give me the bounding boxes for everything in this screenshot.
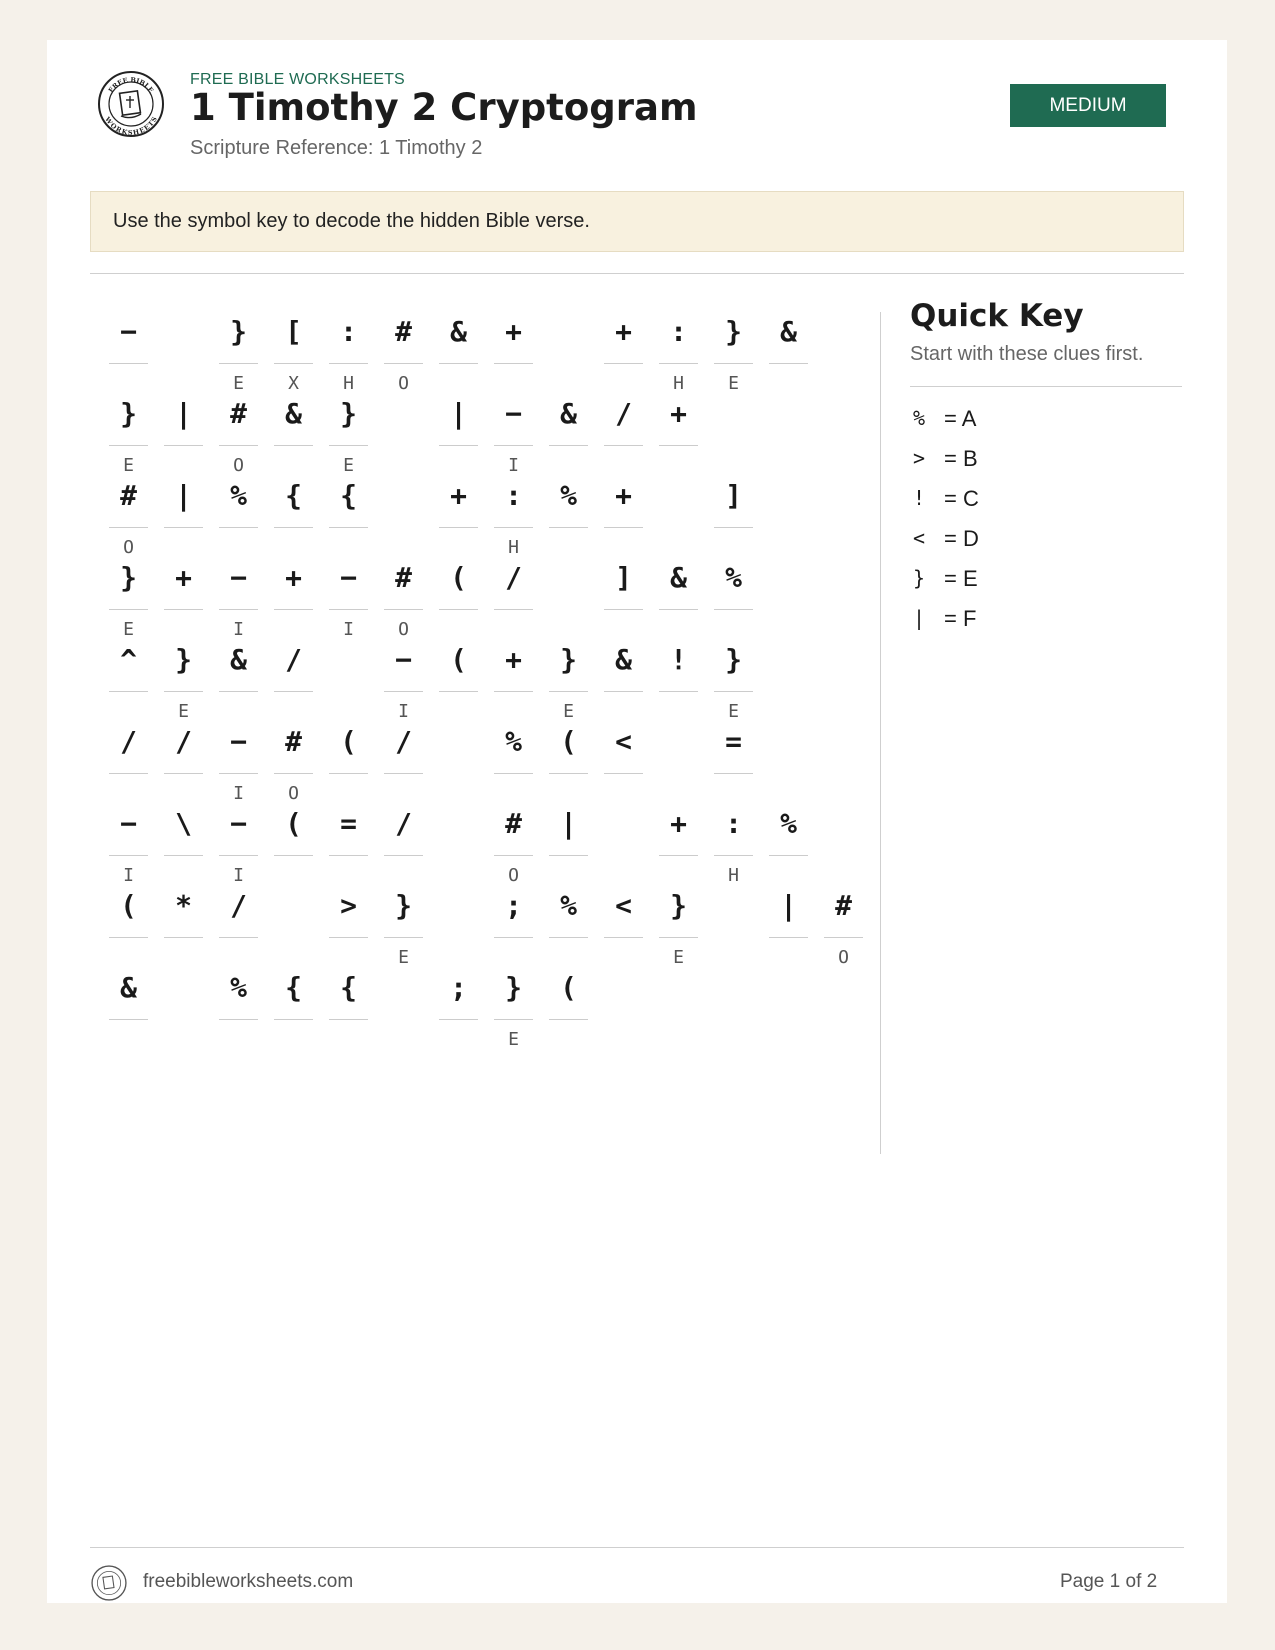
cipher-symbol: − (395, 643, 412, 676)
answer-line[interactable] (659, 691, 698, 692)
answer-line[interactable] (109, 1019, 148, 1020)
bible-logo-icon (91, 1565, 127, 1601)
cipher-symbol: # (835, 889, 852, 922)
cipher-symbol: + (615, 479, 632, 512)
answer-line[interactable] (439, 1019, 478, 1020)
cipher-symbol: \ (175, 807, 192, 840)
answer-line[interactable] (329, 445, 368, 446)
answer-line[interactable] (769, 937, 808, 938)
cipher-symbol: } (670, 889, 687, 922)
answer-line[interactable] (549, 1019, 588, 1020)
answer-line[interactable] (714, 363, 753, 364)
cipher-symbol: − (340, 561, 357, 594)
cipher-symbol: & (615, 643, 632, 676)
key-letter: = C (944, 486, 979, 511)
hint-letter: E (123, 455, 134, 476)
cipher-symbol: } (340, 397, 357, 430)
answer-line[interactable] (549, 937, 588, 938)
hint-letter: I (343, 619, 354, 640)
cipher-symbol: ( (450, 643, 467, 676)
cipher-symbol: & (285, 397, 302, 430)
key-symbol: ! (912, 486, 926, 510)
cipher-symbol: ^ (120, 643, 137, 676)
cipher-symbol: : (505, 479, 522, 512)
answer-line[interactable] (604, 773, 643, 774)
answer-line[interactable] (439, 527, 478, 528)
key-item (910, 522, 1170, 562)
answer-line[interactable] (549, 445, 588, 446)
answer-line[interactable] (384, 609, 423, 610)
cipher-symbol: + (505, 315, 522, 348)
hint-letter: H (728, 865, 739, 886)
divider (910, 386, 1182, 387)
cipher-symbol: + (615, 315, 632, 348)
answer-line[interactable] (769, 855, 808, 856)
cipher-symbol: % (505, 725, 522, 758)
answer-line[interactable] (604, 609, 643, 610)
instructions-text: Use the symbol key to decode the hidden Bible verse. (113, 210, 590, 232)
worksheet-page (47, 40, 1227, 1603)
key-item (910, 442, 1170, 482)
cipher-symbol: + (175, 561, 192, 594)
answer-line[interactable] (439, 363, 478, 364)
cipher-symbol: − (505, 397, 522, 430)
hint-letter: E (508, 1029, 519, 1050)
cipher-symbol: # (120, 479, 137, 512)
cipher-symbol: ! (670, 643, 687, 676)
answer-line[interactable] (329, 527, 368, 528)
cipher-symbol: | (560, 807, 577, 840)
answer-line[interactable] (439, 691, 478, 692)
answer-line[interactable] (219, 445, 258, 446)
answer-line[interactable] (439, 445, 478, 446)
cipher-symbol: % (560, 889, 577, 922)
answer-line[interactable] (219, 527, 258, 528)
answer-line[interactable] (494, 691, 533, 692)
hint-letter: H (673, 373, 684, 394)
cipher-symbol: % (780, 807, 797, 840)
cipher-symbol: & (120, 971, 137, 1004)
cipher-cell (714, 799, 753, 899)
answer-line[interactable] (164, 527, 203, 528)
cryptogram-grid (47, 40, 867, 1240)
cipher-cell (274, 963, 313, 1063)
logo-bottom-text: WORKSHEETS (103, 115, 159, 137)
cipher-symbol: | (450, 397, 467, 430)
cipher-symbol: } (725, 643, 742, 676)
cipher-cell (384, 307, 423, 407)
footer-site: freebibleworksheets.com (143, 1571, 354, 1592)
answer-line[interactable] (549, 691, 588, 692)
hint-letter: E (343, 455, 354, 476)
cipher-symbol: { (340, 479, 357, 512)
answer-line[interactable] (329, 1019, 368, 1020)
cipher-symbol: } (560, 643, 577, 676)
cipher-symbol: / (395, 807, 412, 840)
cipher-symbol: + (450, 479, 467, 512)
answer-line[interactable] (714, 527, 753, 528)
cipher-symbol: ( (120, 889, 137, 922)
answer-line[interactable] (274, 363, 313, 364)
key-letter: = A (944, 406, 977, 431)
answer-line[interactable] (109, 855, 148, 856)
cipher-symbol: − (120, 315, 137, 348)
key-letter: = E (944, 566, 978, 591)
hint-letter: O (123, 537, 134, 558)
answer-line[interactable] (329, 363, 368, 364)
answer-line[interactable] (109, 773, 148, 774)
cipher-symbol: & (780, 315, 797, 348)
cipher-cell (109, 963, 148, 1063)
answer-line[interactable] (109, 691, 148, 692)
answer-line[interactable] (219, 691, 258, 692)
cipher-symbol: / (615, 397, 632, 430)
answer-line[interactable] (109, 609, 148, 610)
hint-letter: X (288, 373, 299, 394)
difficulty-badge: MEDIUM (1010, 84, 1166, 127)
answer-line[interactable] (659, 855, 698, 856)
answer-line[interactable] (714, 773, 753, 774)
answer-line[interactable] (329, 773, 368, 774)
answer-line[interactable] (164, 855, 203, 856)
cipher-symbol: / (395, 725, 412, 758)
cipher-symbol: } (725, 315, 742, 348)
cipher-symbol: + (505, 643, 522, 676)
answer-line[interactable] (164, 691, 203, 692)
answer-line[interactable] (384, 855, 423, 856)
cipher-cell (659, 881, 698, 981)
answer-line[interactable] (604, 691, 643, 692)
cipher-cell (659, 389, 698, 489)
hint-letter: E (123, 619, 134, 640)
cipher-symbol: ] (725, 479, 742, 512)
answer-line[interactable] (219, 773, 258, 774)
cipher-symbol: ( (340, 725, 357, 758)
cipher-symbol: * (175, 889, 192, 922)
answer-line[interactable] (659, 937, 698, 938)
cipher-symbol: > (340, 889, 357, 922)
cipher-symbol: ( (285, 807, 302, 840)
answer-line[interactable] (604, 363, 643, 364)
cipher-cell (439, 635, 478, 735)
answer-line[interactable] (219, 1019, 258, 1020)
cipher-symbol: % (725, 561, 742, 594)
answer-line[interactable] (274, 609, 313, 610)
brand-label: FREE BIBLE WORKSHEETS (190, 71, 405, 88)
answer-line[interactable] (164, 773, 203, 774)
hint-letter: E (563, 701, 574, 722)
hint-letter: O (233, 455, 244, 476)
cipher-symbol: / (505, 561, 522, 594)
cipher-symbol: + (285, 561, 302, 594)
answer-line[interactable] (219, 609, 258, 610)
cipher-symbol: − (230, 725, 247, 758)
cipher-symbol: − (230, 807, 247, 840)
answer-line[interactable] (329, 855, 368, 856)
hint-letter: I (398, 701, 409, 722)
answer-line[interactable] (109, 363, 148, 364)
cipher-symbol: / (230, 889, 247, 922)
cipher-symbol: = (725, 725, 742, 758)
answer-line[interactable] (384, 363, 423, 364)
cipher-symbol: / (175, 725, 192, 758)
cipher-symbol: / (285, 643, 302, 676)
cipher-cell (439, 963, 478, 1063)
answer-line[interactable] (274, 691, 313, 692)
hint-letter: O (838, 947, 849, 968)
key-item (910, 602, 1170, 642)
hint-letter: E (398, 947, 409, 968)
cipher-symbol: { (285, 971, 302, 1004)
cipher-symbol: ( (560, 971, 577, 1004)
hint-letter: O (398, 373, 409, 394)
key-symbol: < (912, 526, 926, 550)
key-letter: = F (944, 606, 977, 631)
cipher-cell (274, 799, 313, 899)
cipher-symbol: / (120, 725, 137, 758)
key-item (910, 562, 1170, 602)
logo-top-text: FREE BIBLE (106, 75, 156, 95)
answer-line[interactable] (164, 609, 203, 610)
answer-line[interactable] (439, 609, 478, 610)
answer-line[interactable] (109, 937, 148, 938)
hint-letter: I (123, 865, 134, 886)
key-subtitle: Start with these clues first. (910, 343, 1144, 365)
cipher-symbol: # (230, 397, 247, 430)
hint-letter: E (673, 947, 684, 968)
page-title: 1 Timothy 2 Cryptogram (190, 86, 698, 129)
answer-line[interactable] (494, 609, 533, 610)
cipher-cell (659, 635, 698, 735)
hint-letter: I (233, 783, 244, 804)
cipher-symbol: < (615, 889, 632, 922)
hint-letter: E (233, 373, 244, 394)
key-item (910, 402, 1170, 442)
cipher-cell (604, 717, 643, 817)
cipher-symbol: : (670, 315, 687, 348)
key-title: Quick Key (910, 298, 1084, 334)
answer-line[interactable] (714, 855, 753, 856)
hint-letter: E (728, 373, 739, 394)
answer-line[interactable] (604, 445, 643, 446)
answer-line[interactable] (824, 937, 863, 938)
cipher-symbol: ( (450, 561, 467, 594)
cipher-cell (824, 881, 863, 981)
cipher-cell (164, 881, 203, 981)
cipher-symbol: & (560, 397, 577, 430)
answer-line[interactable] (549, 527, 588, 528)
answer-line[interactable] (109, 527, 148, 528)
answer-line[interactable] (549, 773, 588, 774)
cipher-cell (219, 963, 258, 1063)
cipher-symbol: ; (450, 971, 467, 1004)
answer-line[interactable] (219, 363, 258, 364)
answer-line[interactable] (384, 937, 423, 938)
answer-line[interactable] (659, 609, 698, 610)
cipher-symbol: | (175, 479, 192, 512)
cipher-symbol: # (395, 561, 412, 594)
hint-letter: O (398, 619, 409, 640)
cipher-symbol: } (230, 315, 247, 348)
page-number: Page 1 of 2 (1060, 1571, 1158, 1592)
cipher-cell (549, 963, 588, 1063)
hint-letter: I (233, 865, 244, 886)
answer-line[interactable] (494, 527, 533, 528)
answer-line[interactable] (329, 937, 368, 938)
hint-letter: H (508, 537, 519, 558)
hint-letter: O (288, 783, 299, 804)
cipher-symbol: ( (560, 725, 577, 758)
cipher-symbol: % (230, 479, 247, 512)
answer-line[interactable] (494, 855, 533, 856)
column-divider (880, 312, 881, 1154)
answer-line[interactable] (329, 609, 368, 610)
scripture-reference: Scripture Reference: 1 Timothy 2 (190, 137, 483, 159)
answer-line[interactable] (274, 773, 313, 774)
answer-line[interactable] (494, 445, 533, 446)
cipher-symbol: | (780, 889, 797, 922)
cipher-cell (329, 963, 368, 1063)
answer-line[interactable] (604, 527, 643, 528)
cipher-symbol: } (175, 643, 192, 676)
cipher-symbol: } (505, 971, 522, 1004)
cipher-symbol: { (340, 971, 357, 1004)
answer-line[interactable] (109, 445, 148, 446)
cipher-symbol: + (670, 397, 687, 430)
divider (90, 1547, 1184, 1548)
answer-line[interactable] (494, 363, 533, 364)
cipher-cell (384, 881, 423, 981)
cipher-symbol: + (670, 807, 687, 840)
cipher-symbol: | (175, 397, 192, 430)
answer-line[interactable] (494, 1019, 533, 1020)
cipher-symbol: − (230, 561, 247, 594)
key-symbol: > (912, 446, 926, 470)
answer-line[interactable] (659, 445, 698, 446)
cipher-cell (329, 553, 368, 653)
cipher-symbol: # (395, 315, 412, 348)
cipher-symbol: ; (505, 889, 522, 922)
answer-line[interactable] (494, 937, 533, 938)
cipher-symbol: } (120, 561, 137, 594)
answer-line[interactable] (494, 773, 533, 774)
answer-line[interactable] (274, 1019, 313, 1020)
cipher-symbol: & (450, 315, 467, 348)
answer-line[interactable] (659, 363, 698, 364)
key-letter: = D (944, 526, 979, 551)
answer-line[interactable] (219, 855, 258, 856)
cipher-cell (549, 471, 588, 571)
cipher-cell (714, 307, 753, 407)
key-list (910, 402, 1170, 642)
key-symbol: } (912, 566, 926, 590)
cipher-symbol: } (120, 397, 137, 430)
cipher-symbol: % (230, 971, 247, 1004)
hint-letter: O (508, 865, 519, 886)
cipher-cell (769, 307, 808, 407)
answer-line[interactable] (769, 363, 808, 364)
cipher-symbol: : (725, 807, 742, 840)
cipher-cell (494, 963, 533, 1063)
cipher-symbol: < (615, 725, 632, 758)
cipher-symbol: − (120, 807, 137, 840)
answer-line[interactable] (164, 445, 203, 446)
cipher-symbol: = (340, 807, 357, 840)
answer-line[interactable] (274, 855, 313, 856)
answer-line[interactable] (384, 691, 423, 692)
key-letter: = B (944, 446, 978, 471)
cipher-symbol: : (340, 315, 357, 348)
hint-letter: E (178, 701, 189, 722)
cipher-symbol: # (285, 725, 302, 758)
answer-line[interactable] (714, 609, 753, 610)
hint-letter: E (728, 701, 739, 722)
key-symbol: % (912, 406, 926, 430)
cipher-symbol: } (395, 889, 412, 922)
answer-line[interactable] (714, 691, 753, 692)
cipher-symbol: { (285, 479, 302, 512)
cipher-symbol: & (670, 561, 687, 594)
key-item (910, 482, 1170, 522)
cipher-cell (604, 881, 643, 981)
answer-line[interactable] (549, 855, 588, 856)
cipher-cell (769, 881, 808, 981)
answer-line[interactable] (219, 937, 258, 938)
hint-letter: I (233, 619, 244, 640)
answer-line[interactable] (384, 773, 423, 774)
cipher-symbol: & (230, 643, 247, 676)
cipher-symbol: % (560, 479, 577, 512)
answer-line[interactable] (274, 445, 313, 446)
cipher-symbol: # (505, 807, 522, 840)
answer-line[interactable] (604, 937, 643, 938)
hint-letter: I (508, 455, 519, 476)
hint-letter: H (343, 373, 354, 394)
cipher-symbol: ] (615, 561, 632, 594)
key-symbol: | (912, 606, 926, 630)
cipher-symbol: [ (285, 315, 302, 348)
answer-line[interactable] (274, 527, 313, 528)
answer-line[interactable] (164, 937, 203, 938)
